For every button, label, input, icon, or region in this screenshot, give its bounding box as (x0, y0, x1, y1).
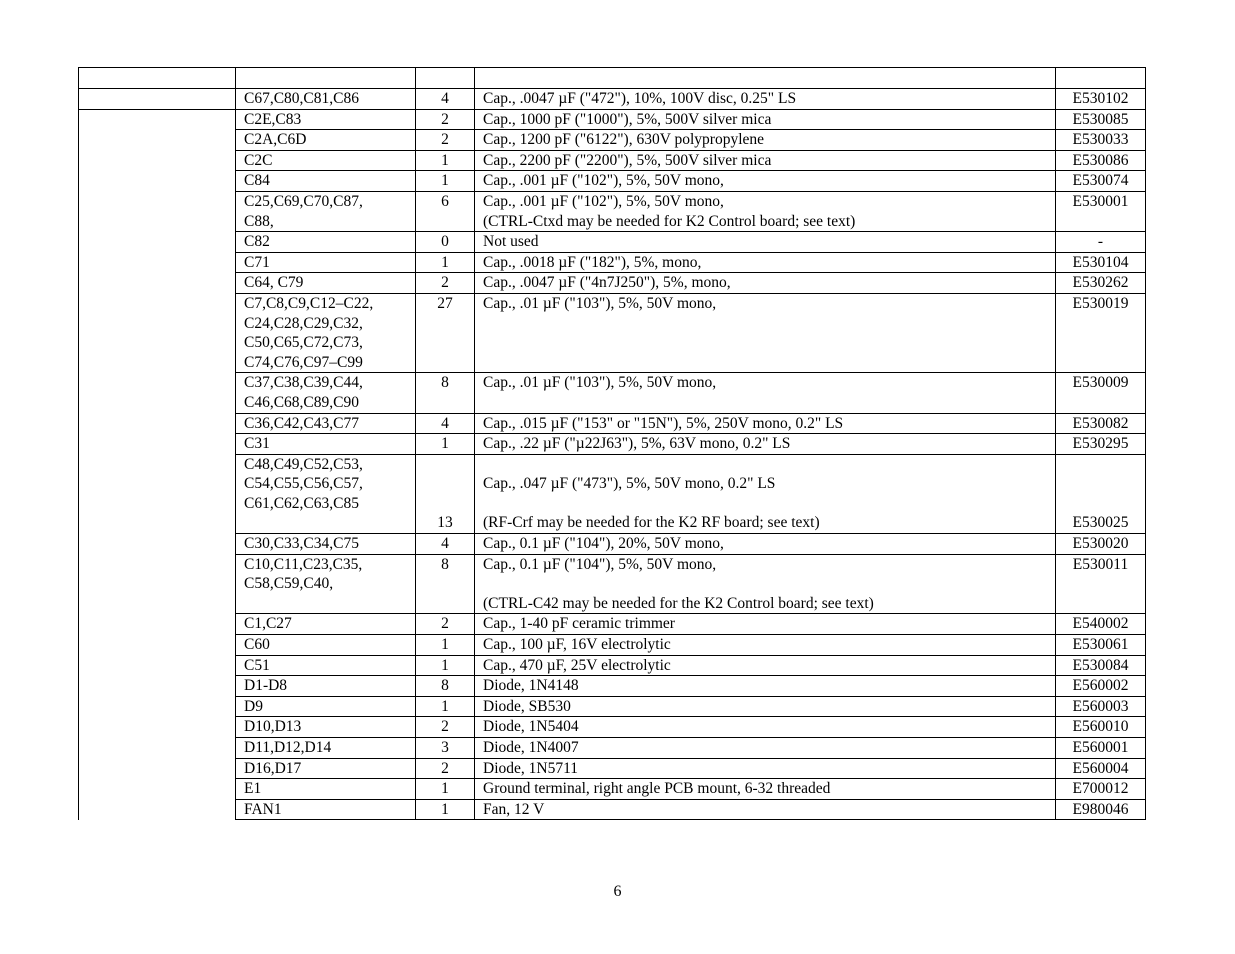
part-number: E530082 (1056, 413, 1146, 434)
ref-designator: C25,C69,C70,C87, C88, (236, 191, 416, 231)
ref-designator: C84 (236, 171, 416, 192)
description: Diode, 1N4007 (475, 738, 1056, 759)
table-row (79, 434, 1146, 455)
part-number: - (1056, 232, 1146, 253)
ref-designator: C7,C8,C9,C12–C22, C24,C28,C29,C32, C50,C65,C72,C73, C74,C76,C97–C99 (236, 293, 416, 372)
quantity: 8 (416, 373, 475, 413)
description: Cap., 470 µF, 25V electrolytic (475, 655, 1056, 676)
part-number: E530102 (1056, 89, 1146, 110)
table-row (79, 738, 1146, 759)
ref-designator: C31 (236, 434, 416, 455)
table-row (79, 534, 1146, 555)
part-number: E560002 (1056, 676, 1146, 697)
part-number: E540002 (1056, 614, 1146, 635)
group-cell (79, 109, 236, 820)
part-number: E560001 (1056, 738, 1146, 759)
table-row (79, 614, 1146, 635)
quantity: 8 (416, 554, 475, 614)
quantity: 1 (416, 635, 475, 656)
ref-designator: D16,D17 (236, 758, 416, 779)
table-row (79, 273, 1146, 294)
ref-designator: C51 (236, 655, 416, 676)
description: Cap., .001 µF ("102"), 5%, 50V mono, (475, 171, 1056, 192)
table-row (79, 635, 1146, 656)
description: Fan, 12 V (475, 799, 1056, 820)
parts-list-table (78, 67, 1146, 820)
part-number: E560004 (1056, 758, 1146, 779)
part-number: E560003 (1056, 696, 1146, 717)
part-number: E530295 (1056, 434, 1146, 455)
part-number: E530061 (1056, 635, 1146, 656)
quantity: 1 (416, 655, 475, 676)
description: Cap., .22 µF ("µ22J63"), 5%, 63V mono, 0.2" LS (475, 434, 1056, 455)
description: Cap., 2200 pF ("2200"), 5%, 500V silver mica (475, 150, 1056, 171)
table-row (79, 373, 1146, 413)
table-row (79, 252, 1146, 273)
table-row (79, 150, 1146, 171)
ref-designator: C2A,C6D (236, 130, 416, 151)
table-row (79, 676, 1146, 697)
description: Diode, 1N4148 (475, 676, 1056, 697)
table-row (79, 191, 1146, 231)
quantity: 6 (416, 191, 475, 231)
table-row (79, 454, 1146, 533)
part-number: E530025 (1056, 454, 1146, 533)
ref-designator: C82 (236, 232, 416, 253)
ref-designator: C71 (236, 252, 416, 273)
part-number: E700012 (1056, 779, 1146, 800)
description: Ground terminal, right angle PCB mount, 6-32 threaded (475, 779, 1056, 800)
quantity: 2 (416, 758, 475, 779)
quantity: 27 (416, 293, 475, 372)
quantity: 4 (416, 89, 475, 110)
quantity: 2 (416, 109, 475, 130)
description: Diode, SB530 (475, 696, 1056, 717)
header-row (79, 68, 1146, 89)
ref-designator: D9 (236, 696, 416, 717)
group-cell (79, 89, 236, 110)
header-cell-desc (475, 68, 1056, 89)
description: Cap., .01 µF ("103"), 5%, 50V mono, (475, 293, 1056, 372)
ref-designator: C2C (236, 150, 416, 171)
part-number: E980046 (1056, 799, 1146, 820)
quantity: 2 (416, 273, 475, 294)
table-row (79, 171, 1146, 192)
ref-designator: C30,C33,C34,C75 (236, 534, 416, 555)
description: Cap., .0018 µF ("182"), 5%, mono, (475, 252, 1056, 273)
header-cell-part (1056, 68, 1146, 89)
quantity: 1 (416, 779, 475, 800)
table-row (79, 779, 1146, 800)
description: Cap., 1200 pF ("6122"), 630V polypropylene (475, 130, 1056, 151)
quantity: 1 (416, 171, 475, 192)
table-row (79, 696, 1146, 717)
description: Cap., 100 µF, 16V electrolytic (475, 635, 1056, 656)
ref-designator: C37,C38,C39,C44, C46,C68,C89,C90 (236, 373, 416, 413)
ref-designator: FAN1 (236, 799, 416, 820)
quantity: 2 (416, 614, 475, 635)
part-number: E560010 (1056, 717, 1146, 738)
part-number: E530011 (1056, 554, 1146, 614)
ref-designator: D11,D12,D14 (236, 738, 416, 759)
part-number: E530019 (1056, 293, 1146, 372)
description: Cap., 0.1 µF ("104"), 20%, 50V mono, (475, 534, 1056, 555)
table-row (79, 232, 1146, 253)
ref-designator: C2E,C83 (236, 109, 416, 130)
description: Cap., .015 µF ("153" or "15N"), 5%, 250V mono, 0.2" LS (475, 413, 1056, 434)
table-row (79, 554, 1146, 614)
table-row (79, 758, 1146, 779)
quantity: 1 (416, 150, 475, 171)
quantity: 1 (416, 696, 475, 717)
description: Cap., 1000 pF ("1000"), 5%, 500V silver mica (475, 109, 1056, 130)
description: Not used (475, 232, 1056, 253)
quantity: 4 (416, 534, 475, 555)
header-cell-group (79, 68, 236, 89)
ref-designator: D1-D8 (236, 676, 416, 697)
description: Diode, 1N5404 (475, 717, 1056, 738)
part-number: E530033 (1056, 130, 1146, 151)
quantity: 1 (416, 434, 475, 455)
description: Cap., 1-40 pF ceramic trimmer (475, 614, 1056, 635)
header-cell-qty (416, 68, 475, 89)
description: Diode, 1N5711 (475, 758, 1056, 779)
part-number: E530085 (1056, 109, 1146, 130)
header-cell-ref (236, 68, 416, 89)
ref-designator: C36,C42,C43,C77 (236, 413, 416, 434)
description: Cap., .0047 µF ("4n7J250"), 5%, mono, (475, 273, 1056, 294)
ref-designator: C1,C27 (236, 614, 416, 635)
ref-designator: C64, C79 (236, 273, 416, 294)
table-row (79, 413, 1146, 434)
ref-designator: C48,C49,C52,C53, C54,C55,C56,C57, C61,C62,C63,C85 (236, 454, 416, 533)
part-number: E530084 (1056, 655, 1146, 676)
ref-designator: E1 (236, 779, 416, 800)
table-row (79, 655, 1146, 676)
ref-designator: C67,C80,C81,C86 (236, 89, 416, 110)
part-number: E530009 (1056, 373, 1146, 413)
description: Cap., .0047 µF ("472"), 10%, 100V disc, 0.25" LS (475, 89, 1056, 110)
table-row (79, 293, 1146, 372)
parts-list-body (79, 68, 1146, 820)
part-number: E530262 (1056, 273, 1146, 294)
quantity: 8 (416, 676, 475, 697)
table-row (79, 89, 1146, 110)
description: Cap., 0.1 µF ("104"), 5%, 50V mono, (CTRL-C42 may be needed for the K2 Control board; see text) (475, 554, 1056, 614)
quantity: 4 (416, 413, 475, 434)
ref-designator: C60 (236, 635, 416, 656)
page-number: 6 (613, 883, 622, 900)
table-row (79, 717, 1146, 738)
description: Cap., .047 µF ("473"), 5%, 50V mono, 0.2" LS (RF-Crf may be needed for the K2 RF board; see text) (475, 454, 1056, 533)
quantity: 13 (416, 454, 475, 533)
quantity: 2 (416, 717, 475, 738)
part-number: E530001 (1056, 191, 1146, 231)
quantity: 1 (416, 799, 475, 820)
quantity: 1 (416, 252, 475, 273)
table-row (79, 130, 1146, 151)
table-row (79, 799, 1146, 820)
description: Cap., .001 µF ("102"), 5%, 50V mono, (CTRL-Ctxd may be needed for K2 Control board; see text) (475, 191, 1056, 231)
quantity: 2 (416, 130, 475, 151)
ref-designator: D10,D13 (236, 717, 416, 738)
quantity: 0 (416, 232, 475, 253)
ref-designator: C10,C11,C23,C35, C58,C59,C40, (236, 554, 416, 614)
part-number: E530074 (1056, 171, 1146, 192)
quantity: 3 (416, 738, 475, 759)
part-number: E530020 (1056, 534, 1146, 555)
description: Cap., .01 µF ("103"), 5%, 50V mono, (475, 373, 1056, 413)
part-number: E530086 (1056, 150, 1146, 171)
part-number: E530104 (1056, 252, 1146, 273)
table-row (79, 109, 1146, 130)
